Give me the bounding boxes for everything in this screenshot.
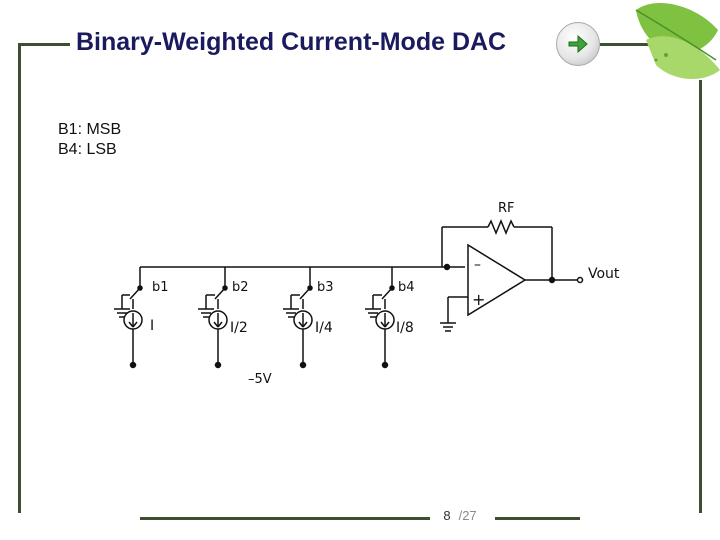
branch-b3	[283, 267, 312, 368]
switch-label-b2: b2	[232, 280, 249, 295]
slide-title: Binary-Weighted Current-Mode DAC	[76, 28, 507, 56]
lsb-note: B4: LSB	[58, 141, 117, 158]
bit-notes	[58, 120, 121, 160]
arrow-right-icon	[566, 32, 590, 56]
frame-line-top-left	[18, 43, 70, 46]
frame-line-left	[18, 43, 21, 513]
branch-b1	[114, 267, 142, 368]
page-number	[420, 508, 500, 523]
branch-b4	[365, 267, 394, 368]
current-label-i: I	[150, 318, 155, 334]
switch-label-b4: b4	[398, 280, 415, 295]
switch-label-b3: b3	[317, 280, 334, 295]
node-dot	[445, 265, 450, 270]
current-label-i4: I/4	[315, 320, 333, 336]
current-label-i2: I/2	[230, 320, 248, 336]
rf-label: RF	[498, 201, 515, 216]
output-terminal	[578, 278, 583, 283]
frame-line-right	[699, 80, 702, 513]
opamp-plus-label: +	[472, 290, 486, 309]
page-total: /27	[458, 508, 477, 523]
current-label-i8: I/8	[396, 320, 414, 336]
output-node-dot	[550, 278, 555, 283]
supply-label: –5V	[248, 372, 272, 387]
vout-label: Vout	[588, 266, 620, 282]
branch-b2	[198, 267, 227, 368]
msb-note: B1: MSB	[58, 121, 122, 138]
page-current: 8	[443, 508, 451, 523]
feedback-resistor	[488, 221, 514, 233]
next-slide-button[interactable]	[556, 22, 600, 66]
frame-line-bottom-left	[140, 517, 430, 520]
leaf-icon	[626, 0, 720, 90]
opamp-minus-label: –	[474, 257, 481, 273]
switch-label-b1: b1	[152, 280, 169, 295]
frame-line-bottom-right	[495, 517, 580, 520]
dac-circuit-diagram	[100, 185, 640, 400]
